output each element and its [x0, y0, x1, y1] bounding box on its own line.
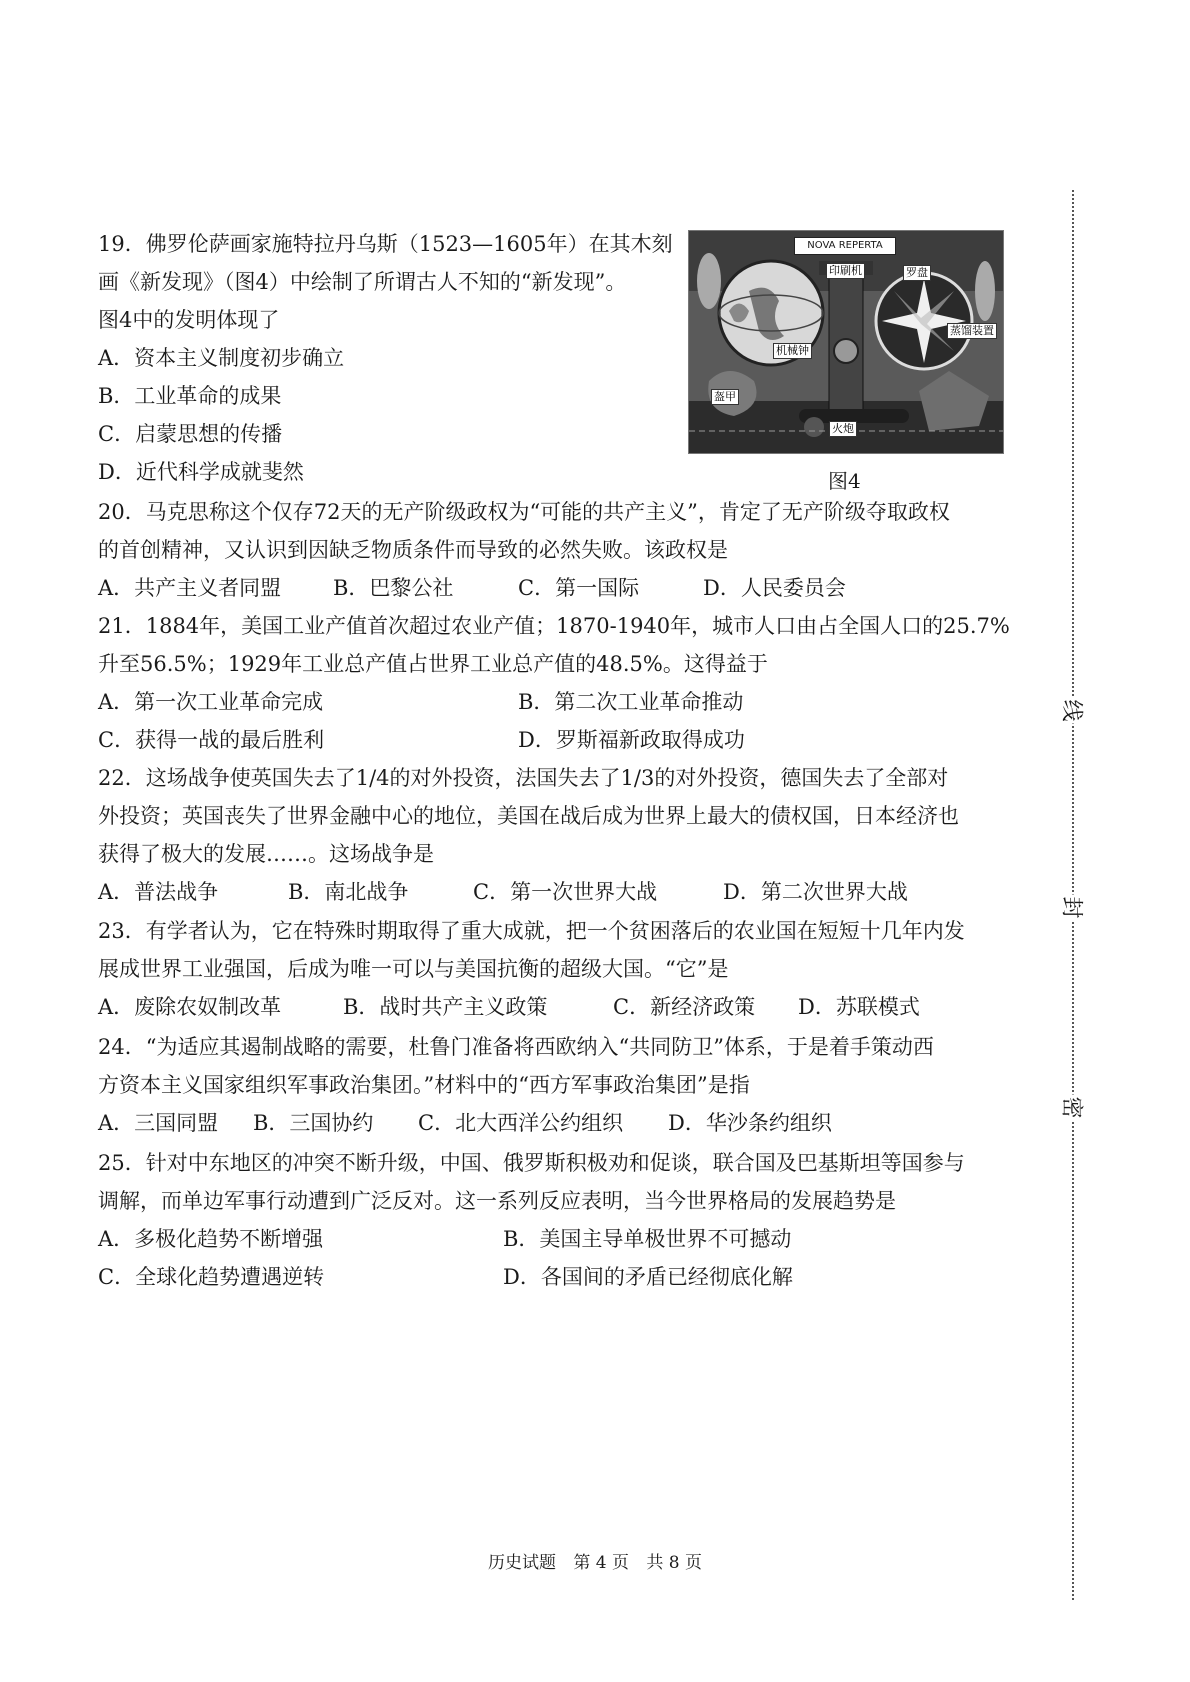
option-b[interactable]: B．工业革命的成果: [98, 384, 282, 408]
stem-line: 的首创精神，又认识到因缺乏物质条件而导致的必然失败。该政权是: [98, 538, 728, 562]
options-row: [98, 721, 998, 759]
label-distillation: 蒸馏装置: [947, 323, 997, 339]
figure-banner: NOVA REPERTA: [794, 237, 896, 255]
option-b[interactable]: B．战时共产主义政策: [343, 995, 548, 1019]
stem-line: 22．这场战争使英国失去了1/4的对外投资，法国失去了1/3的对外投资，德国失去了全部对: [98, 766, 949, 790]
stem-line: 方资本主义国家组织军事政治集团。”材料中的“西方军事政治集团”是指: [98, 1073, 750, 1097]
question-22: [98, 759, 998, 911]
option-c[interactable]: C．北大西洋公约组织: [418, 1111, 624, 1135]
figure-4-woodcut: [688, 230, 1004, 454]
stem-line: 图4中的发明体现了: [98, 308, 280, 332]
label-cannon: 火炮: [829, 421, 857, 437]
option-c[interactable]: C．全球化趋势遭遇逆转: [98, 1265, 325, 1289]
label-armor: 盔甲: [711, 389, 739, 405]
options-row: [98, 1258, 998, 1296]
footer-total-pages: 共 8 页: [646, 1553, 703, 1573]
question-20: [98, 493, 998, 607]
footer-page-number: 第 4 页: [573, 1553, 629, 1573]
question-24: [98, 1028, 998, 1142]
binding-char-line: 线: [1058, 698, 1089, 724]
stem-line: 20．马克思称这个仅存72天的无产阶级政权为“可能的共产主义”，肯定了无产阶级夺取政权: [98, 500, 950, 524]
option-d[interactable]: D．第二次世界大战: [723, 880, 908, 904]
option-a[interactable]: A．普法战争: [98, 880, 219, 904]
option-d[interactable]: D．近代科学成就斐然: [98, 460, 304, 484]
label-mechanical-clock: 机械钟: [773, 343, 812, 359]
option-c[interactable]: C．获得一战的最后胜利: [98, 728, 325, 752]
options-row: [98, 988, 998, 1026]
options-row: [98, 1220, 998, 1258]
options-row: [98, 873, 998, 911]
stem-line: 升至56.5%；1929年工业总产值占世界工业总产值的48.5%。这得益于: [98, 652, 768, 676]
stem-line: 调解，而单边军事行动遭到广泛反对。这一系列反应表明，当今世界格局的发展趋势是: [98, 1189, 896, 1213]
option-c[interactable]: C．新经济政策: [613, 995, 756, 1019]
stem-line: 21．1884年，美国工业产值首次超过农业产值；1870-1940年，城市人口由占全国人口的25.7%: [98, 614, 1010, 638]
binding-char-seal: 封: [1058, 895, 1089, 921]
option-b[interactable]: B．美国主导单极世界不可撼动: [503, 1227, 792, 1251]
figure-caption: 图4: [828, 469, 861, 493]
option-a[interactable]: A．废除农奴制改革: [98, 995, 282, 1019]
question-25: [98, 1144, 998, 1296]
option-b[interactable]: B．三国协约: [253, 1111, 374, 1135]
option-b[interactable]: B．南北战争: [288, 880, 409, 904]
options-row: [98, 1104, 998, 1142]
option-b[interactable]: B．巴黎公社: [333, 576, 454, 600]
label-printing-press: 印刷机: [826, 263, 865, 279]
stem-line: 获得了极大的发展……。这场战争是: [98, 842, 434, 866]
stem-line: 24．“为适应其遏制战略的需要，杜鲁门准备将西欧纳入“共同防卫”体系，于是着手策动西: [98, 1035, 934, 1059]
option-b[interactable]: B．第二次工业革命推动: [518, 690, 744, 714]
option-d[interactable]: D．罗斯福新政取得成功: [518, 728, 745, 752]
options-row: [98, 569, 998, 607]
option-c[interactable]: C．第一次世界大战: [473, 880, 658, 904]
stem-line: 外投资；英国丧失了世界金融中心的地位，美国在战后成为世界上最大的债权国，日本经济也: [98, 804, 959, 828]
stem-line: 展成世界工业强国，后成为唯一可以与美国抗衡的超级大国。“它”是: [98, 957, 729, 981]
option-a[interactable]: A．第一次工业革命完成: [98, 690, 324, 714]
question-23: [98, 912, 998, 1026]
options-row: [98, 683, 998, 721]
stem-line: 23．有学者认为，它在特殊时期取得了重大成就，把一个贫困落后的农业国在短短十几年内发: [98, 919, 965, 943]
footer-subject: 历史试题: [487, 1553, 556, 1573]
question-stem: [98, 225, 683, 339]
option-d[interactable]: D．人民委员会: [703, 576, 846, 600]
page-footer: [0, 1548, 1190, 1573]
stem-line: 25．针对中东地区的冲突不断升级，中国、俄罗斯积极劝和促谈，联合国及巴基斯坦等国参与: [98, 1151, 965, 1175]
stem-line: 画《新发现》（图4）中绘制了所谓古人不知的“新发现”。: [98, 270, 627, 294]
question-21: [98, 607, 1010, 759]
option-d[interactable]: D．华沙条约组织: [668, 1111, 832, 1135]
option-c[interactable]: C．第一国际: [518, 576, 640, 600]
option-d[interactable]: D．各国间的矛盾已经彻底化解: [503, 1265, 793, 1289]
option-a[interactable]: A．三国同盟: [98, 1111, 219, 1135]
label-compass: 罗盘: [903, 265, 931, 281]
option-c[interactable]: C．启蒙思想的传播: [98, 422, 283, 446]
option-a[interactable]: A．多极化趋势不断增强: [98, 1227, 324, 1251]
option-d[interactable]: D．苏联模式: [798, 995, 920, 1019]
stem-line: 19．佛罗伦萨画家施特拉丹乌斯（1523—1605年）在其木刻: [98, 232, 673, 256]
option-a[interactable]: A．共产主义者同盟: [98, 576, 282, 600]
binding-char-secret: 密: [1058, 1095, 1089, 1121]
option-a[interactable]: A．资本主义制度初步确立: [98, 346, 345, 370]
